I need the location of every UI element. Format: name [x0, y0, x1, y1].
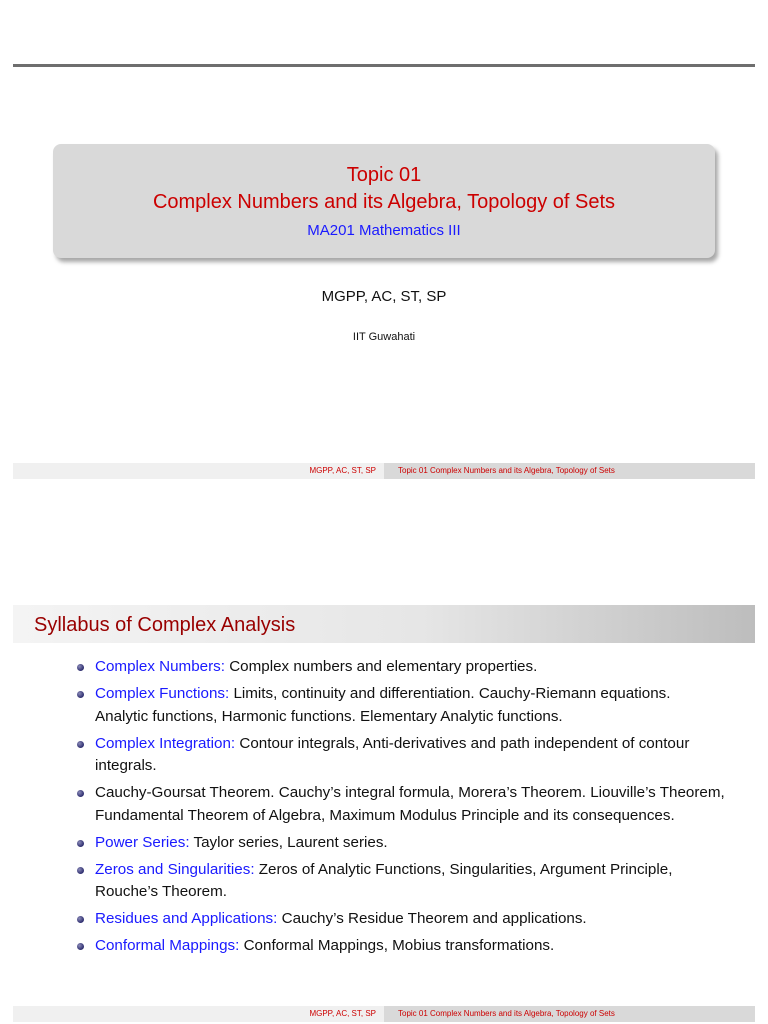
course-subtitle: MA201 Mathematics III — [307, 222, 461, 239]
syllabus-item — [76, 683, 726, 728]
syllabus-item-text: Contour integrals, Anti-derivatives and path independent of contour integrals. — [95, 734, 690, 774]
slide-footer — [13, 1006, 755, 1022]
frame-title-bar — [13, 605, 755, 643]
syllabus-item-text: Cauchy-Goursat Theorem. Cauchy’s integral formula, Morera’s Theorem. Liouville’s Theorem, Fundamental Theorem of Algebra, Maximum Modulus Principle and its consequences. — [95, 784, 725, 824]
bullet-icon — [77, 790, 84, 797]
syllabus-item-heading: Power Series: — [95, 833, 190, 851]
syllabus-item — [76, 733, 726, 778]
bullet-icon — [77, 840, 84, 847]
title-slide — [0, 0, 768, 500]
syllabus-item-heading: Conformal Mappings: — [95, 937, 240, 954]
syllabus-item — [76, 908, 726, 931]
bullet-icon — [77, 691, 84, 698]
syllabus-item-heading: Complex Functions: — [95, 685, 230, 702]
bullet-icon — [77, 741, 84, 748]
syllabus-item — [76, 859, 726, 904]
syllabus-item-text: Complex numbers and elementary properties. — [224, 658, 538, 675]
syllabus-list — [76, 656, 726, 962]
syllabus-item-text: Zeros of Analytic Functions, Singularities, Argument Principle, Rouche’s Theorem. — [95, 860, 673, 900]
syllabus-item-heading: Complex Numbers: — [95, 658, 225, 675]
syllabus-item-heading: Complex Integration: — [95, 734, 236, 752]
slide-footer — [13, 463, 755, 479]
frame-title: Syllabus of Complex Analysis — [34, 614, 296, 636]
syllabus-item-heading: Zeros and Singularities: — [95, 860, 255, 878]
topic-number: Topic 01 — [346, 164, 422, 186]
bullet-icon — [77, 943, 84, 950]
footer-title: Topic 01 Complex Numbers and its Algebra, Topology of Sets — [384, 1006, 755, 1022]
syllabus-item — [76, 935, 726, 958]
syllabus-item-heading: Residues and Applications: — [95, 910, 278, 927]
authors: MGPP, AC, ST, SP — [321, 288, 447, 305]
topic-title: Complex Numbers and its Algebra, Topology of Sets — [152, 191, 616, 213]
footer-authors: MGPP, AC, ST, SP — [13, 463, 384, 479]
syllabus-item-text: Cauchy’s Residue Theorem and applications. — [277, 910, 587, 927]
syllabus-item-text: Limits, continuity and differentiation. Cauchy-Riemann equations. Analytic functions, Harmonic functions. Elementary Analytic functions. — [95, 685, 671, 725]
institute: IIT Guwahati — [352, 331, 416, 343]
footer-authors: MGPP, AC, ST, SP — [13, 1006, 384, 1022]
bullet-icon — [77, 916, 84, 923]
footer-title: Topic 01 Complex Numbers and its Algebra, Topology of Sets — [384, 463, 755, 479]
syllabus-item-text: Conformal Mappings, Mobius transformations. — [239, 937, 555, 954]
syllabus-item — [76, 656, 726, 679]
bullet-icon — [77, 664, 84, 671]
syllabus-item — [76, 782, 726, 827]
bullet-icon — [77, 867, 84, 874]
header-rule — [13, 64, 755, 67]
syllabus-slide — [0, 512, 768, 1024]
syllabus-item — [76, 832, 726, 855]
title-box — [53, 144, 715, 258]
syllabus-item-text: Taylor series, Laurent series. — [189, 833, 388, 851]
